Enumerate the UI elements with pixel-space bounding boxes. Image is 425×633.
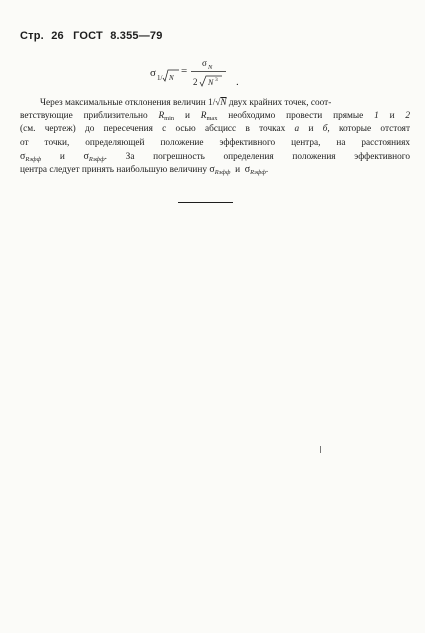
math-r: R (158, 111, 165, 122)
scan-mark (320, 446, 321, 453)
math-n: N (220, 98, 227, 108)
text-fragment: . За погрешность определения положения эффективного (104, 151, 411, 162)
formula-sigma: σ (150, 67, 156, 79)
formula-num-sub: N (208, 64, 213, 71)
formula-sub-one: 1/ (157, 74, 163, 82)
text-fragment: центра следует принять наибольшую величину (20, 165, 208, 175)
text-fragment: необходимо провести прямые (228, 111, 364, 122)
sigma-symbol: σ (209, 164, 215, 175)
text-line-5 (20, 150, 410, 164)
math-r: R (200, 111, 207, 122)
radical-sign: √ (215, 98, 221, 108)
sigma-symbol: σ (20, 150, 26, 162)
sigma-formula (150, 56, 260, 92)
inline-math-1-sqrt-n (208, 98, 227, 108)
formula-period: . (236, 76, 239, 88)
text-fragment: , которые отстоят (327, 124, 411, 135)
text-fragment: Через максимальные отклонения величин (40, 98, 206, 108)
text-line-3 (20, 123, 410, 136)
text-line-1 (20, 97, 410, 110)
text-fragment: двух крайних точек, соот- (228, 98, 332, 108)
point-b: б (322, 124, 328, 135)
text-fragment: (см. чертеж) до пересечения с осью абсцисс в точках (20, 124, 286, 135)
standard-label: ГОСТ (73, 30, 103, 42)
text-fragment: и (389, 111, 395, 122)
formula-den-n: N (208, 78, 214, 87)
line-number-1: 1 (374, 111, 379, 122)
text-line-2 (20, 110, 410, 123)
text-fragment: ветствующие приблизительно (20, 111, 148, 122)
text-line-4: от точки, определяющей положение эффективного центра, на расстояниях (20, 137, 410, 148)
text-fragment: . (265, 165, 269, 175)
page-header (20, 30, 163, 42)
end-rule (178, 202, 233, 203)
formula-graphic (150, 56, 260, 92)
formula-num-sigma: σ (202, 58, 207, 68)
math-fragment: 1/ (208, 98, 216, 108)
formula-den-two: 2 (193, 77, 198, 87)
sigma-sub: Rэфф (214, 169, 231, 176)
sigma-sub: Rэфф (25, 155, 42, 163)
formula-sub-n: N (169, 74, 174, 82)
formula-equals: = (181, 65, 188, 77)
text-fragment: и (235, 165, 241, 175)
standard-number: 8.355—79 (110, 30, 163, 42)
point-a: a (294, 124, 300, 135)
text-fragment: и (308, 124, 314, 135)
line-number-2: 2 (405, 111, 411, 122)
math-sub-max: max (206, 115, 218, 123)
formula-den-power: 3 (215, 77, 218, 83)
text-fragment: и (184, 111, 190, 122)
sigma-symbol: σ (244, 164, 251, 175)
sigma-sub: Rэфф (250, 169, 266, 176)
page-number: 26 (51, 30, 64, 42)
math-sub-min: min (164, 115, 175, 123)
sigma-sub: Rэфф (88, 155, 105, 163)
text-fragment: и (59, 151, 65, 162)
page-label: Стр. (20, 30, 44, 42)
sigma-symbol: σ (83, 150, 89, 162)
text-line-6 (20, 163, 268, 177)
